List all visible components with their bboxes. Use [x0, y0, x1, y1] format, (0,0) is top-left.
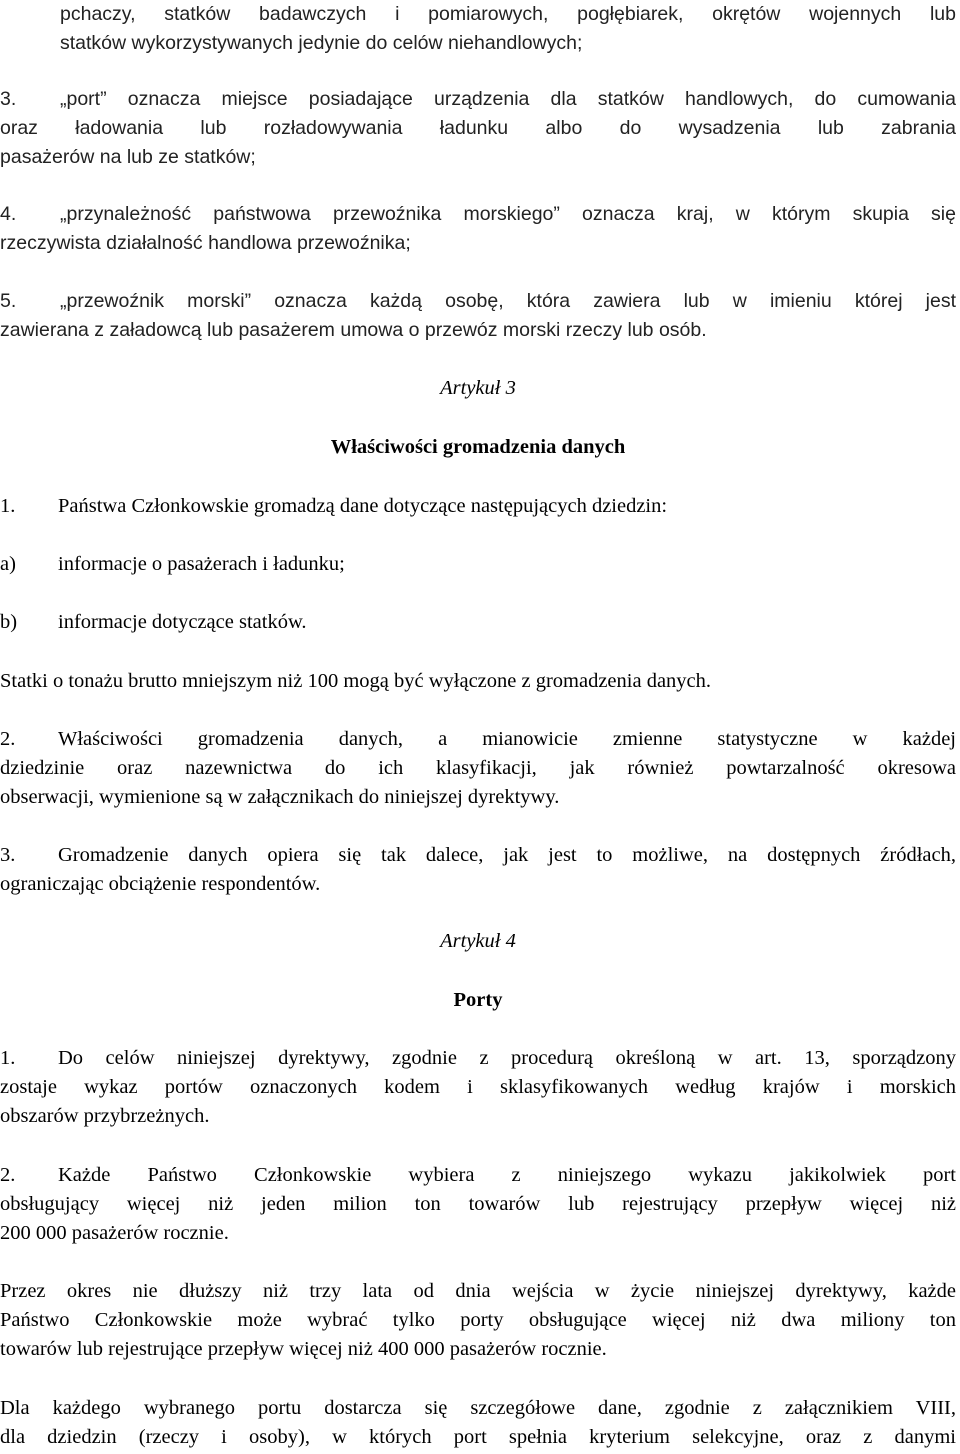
- line-text: Właściwości gromadzenia danych, a mianowicie zmienne statystyczne w każdej: [58, 728, 956, 750]
- text-line: [0, 725, 956, 754]
- article-3-paragraph-3: [0, 841, 956, 899]
- text-line: obserwacji, wymienione są w załącznikach do niniejszej dyrektywy.: [0, 786, 560, 808]
- article-4-heading: Porty: [453, 989, 503, 1011]
- article-4-paragraph-2: [0, 1161, 956, 1248]
- line-text: Każde Państwo Członkowskie wybiera z niniejszego wykazu jakikolwiek port: [58, 1164, 956, 1186]
- article-4-paragraph-4: [0, 1394, 956, 1452]
- text-line: obszarów przybrzeżnych.: [0, 1105, 210, 1127]
- list-item-label: b): [0, 611, 18, 633]
- definition-4-rest: [0, 229, 956, 258]
- definition-continuation: [60, 0, 956, 58]
- paragraph-number: 1.: [0, 495, 16, 517]
- text-line: ograniczając obciążenie respondentów.: [0, 873, 321, 895]
- text-line: pasażerów na lub ze statków;: [0, 146, 256, 168]
- list-item-label: a): [0, 553, 16, 575]
- text-line: [0, 1161, 956, 1190]
- definition-3-rest: [0, 114, 956, 172]
- paragraph-number: 3.: [0, 844, 16, 866]
- list-item-text: informacje o pasażerach i ładunku;: [58, 553, 345, 575]
- line-text: Do celów niniejszej dyrektywy, zgodnie z procedurą określoną w art. 13, sporządzony: [58, 1047, 956, 1069]
- article-3-note: Statki o tonażu brutto mniejszym niż 100 mogą być wyłączone z gromadzenia danych.: [0, 670, 712, 692]
- paragraph-number: 2.: [0, 1164, 16, 1186]
- article-4-title: Artykuł 4: [440, 930, 516, 952]
- text-line: dla dziedzin (rzeczy i osoby), w których port spełnia kryterium selekcyjne, oraz z danymi: [0, 1426, 956, 1448]
- text-line: dziedzinie oraz nazewnictwa do ich klasyfikacji, jak również powtarzalność okresowa: [0, 757, 956, 779]
- line-text: Gromadzenie danych opiera się tak dalece, jak jest to możliwe, na dostępnych źródłach,: [58, 844, 956, 866]
- text-line: oraz ładowania lub rozładowywania ładunku albo do wysadzenia lub zabrania: [0, 117, 956, 139]
- text-line: Państwo Członkowskie może wybrać tylko porty obsługujące więcej niż dwa miliony ton: [0, 1309, 956, 1331]
- text-line: obsługujący więcej niż jeden milion ton towarów lub rejestrujący przepływ więcej niż: [0, 1193, 956, 1215]
- article-3-heading: Właściwości gromadzenia danych: [330, 436, 626, 458]
- definition-number: 5.: [0, 290, 17, 312]
- text-line: rzeczywista działalność handlowa przewoźnika;: [0, 232, 411, 254]
- paragraph-number: 1.: [0, 1047, 16, 1069]
- text-line: „port” oznacza miejsce posiadające urządzenia dla statków handlowych, do cumowania: [60, 88, 956, 110]
- definition-number: 3.: [0, 88, 17, 110]
- text-line: „przewoźnik morski” oznacza każdą osobę, która zawiera lub w imieniu której jest: [60, 290, 956, 312]
- text-line: pchaczy, statków badawczych i pomiarowych, pogłębiarek, okrętów wojennych lub: [60, 3, 956, 25]
- article-4-paragraph-1: [0, 1044, 956, 1131]
- text-line: towarów lub rejestrujące przepływ więcej niż 400 000 pasażerów rocznie.: [0, 1338, 607, 1360]
- article-3-paragraph-2: [0, 725, 956, 812]
- text-line: Dla każdego wybranego portu dostarcza się szczegółowe dane, zgodnie z załącznikiem VIII,: [0, 1397, 956, 1419]
- text-line: [0, 841, 956, 870]
- paragraph-number: 2.: [0, 728, 16, 750]
- article-4-paragraph-3: [0, 1277, 956, 1364]
- text-line: statków wykorzystywanych jedynie do celów niehandlowych;: [60, 32, 583, 54]
- text-line: [0, 1044, 956, 1073]
- text-line: 200 000 pasażerów rocznie.: [0, 1222, 229, 1244]
- definition-5-rest: [0, 316, 956, 345]
- text-line: „przynależność państwowa przewoźnika morskiego” oznacza kraj, w którym skupia się: [60, 203, 956, 225]
- article-3-paragraph-1: [0, 492, 956, 521]
- article-3-title: Artykuł 3: [440, 377, 516, 399]
- definition-number: 4.: [0, 203, 17, 225]
- text-line: zawierana z załadowcą lub pasażerem umowa o przewóz morski rzeczy lub osób.: [0, 319, 707, 341]
- text-line: Przez okres nie dłuższy niż trzy lata od dnia wejścia w życie niniejszej dyrektywy, każde: [0, 1280, 956, 1302]
- list-item-text: informacje dotyczące statków.: [58, 611, 307, 633]
- paragraph-text: Państwa Członkowskie gromadzą dane dotyczące następujących dziedzin:: [58, 495, 668, 517]
- text-line: zostaje wykaz portów oznaczonych kodem i sklasyfikowanych według krajów i morskich: [0, 1076, 956, 1098]
